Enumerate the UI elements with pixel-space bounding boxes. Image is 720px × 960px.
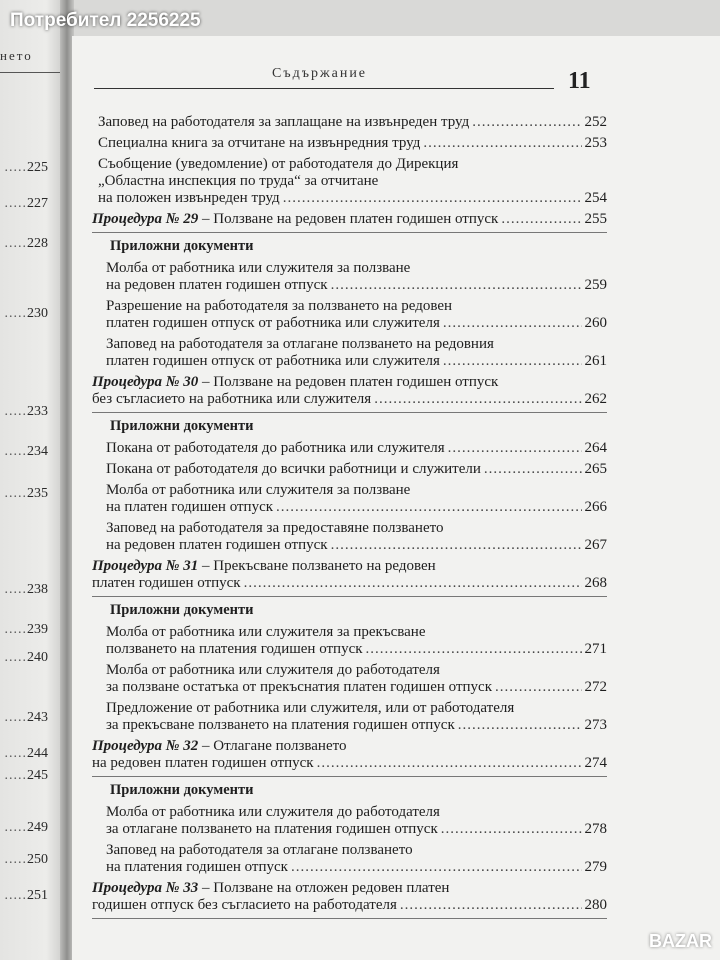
entry-last-line — [106, 537, 607, 554]
dot-leader — [366, 641, 582, 658]
entry-last-line — [106, 821, 607, 838]
entry-page-number: 252 — [584, 114, 607, 130]
entry-last-line — [98, 190, 607, 207]
document-entry — [98, 520, 607, 554]
documents-subheading: Приложни документи — [110, 602, 254, 618]
left-page-number — [5, 768, 49, 784]
entry-text-wrap — [98, 114, 469, 131]
dot-leader — [441, 821, 582, 838]
procedure-label: Процедура № 33 — [92, 880, 199, 896]
left-page-number — [5, 852, 49, 868]
entry-last-line — [106, 461, 607, 478]
document-entry — [98, 260, 607, 294]
left-number-value: 245 — [27, 768, 48, 783]
header-rule — [94, 88, 554, 89]
running-header — [72, 36, 712, 100]
left-number-value: 244 — [27, 746, 48, 761]
dot-leader: ..... — [4, 444, 27, 459]
entry-line — [106, 804, 607, 821]
left-number-value: 227 — [27, 196, 48, 211]
entry-line — [106, 520, 607, 537]
left-page-header: нето — [0, 48, 33, 63]
documents-group — [98, 782, 607, 876]
entry-text: Специална книга за отчитане на извънредния труд — [98, 135, 421, 151]
entry-last-line — [92, 391, 607, 408]
entry-text-wrap — [106, 821, 438, 838]
dot-leader: ..... — [4, 710, 27, 725]
entry-text: платен годишен отпуск — [92, 575, 241, 591]
entry-last-line — [92, 211, 607, 228]
entry-text: Молба от работника или служителя до работодателя — [106, 662, 440, 678]
dot-leader: ..... — [4, 582, 27, 597]
entry-page-number: 273 — [584, 717, 607, 733]
entry-page-number: 271 — [584, 641, 607, 657]
entry-text-wrap — [106, 641, 363, 658]
left-page-number — [5, 486, 49, 502]
entry-line — [106, 624, 607, 641]
entry-line — [92, 738, 607, 755]
entry-text: – Ползване на редовен платен годишен отпуск — [201, 211, 499, 227]
procedure-entry — [92, 374, 607, 413]
entry-text: Молба от работника или служителя за прекъсване — [106, 624, 426, 640]
entry-text-wrap — [106, 859, 288, 876]
entry-text: на положен извънреден труд — [98, 190, 280, 206]
entry-page-number: 280 — [584, 897, 607, 913]
entry-text: за прекъсване ползването на платения годишен отпуск — [106, 717, 455, 733]
entry-text-wrap — [106, 717, 455, 734]
dot-leader: ..... — [4, 306, 27, 321]
procedure-entry — [92, 211, 607, 233]
entry-text: – Отлагане ползването — [201, 738, 347, 754]
entry-text: за отлагане ползването на платения годишен отпуск — [106, 821, 438, 837]
entry-line — [106, 842, 607, 859]
dot-leader — [374, 391, 581, 408]
dot-leader: ..... — [4, 236, 27, 251]
entry-page-number: 274 — [584, 755, 607, 771]
document-entry — [98, 298, 607, 332]
left-number-value: 239 — [27, 622, 48, 637]
entry-page-number: 261 — [584, 353, 607, 369]
entry-last-line — [106, 679, 607, 696]
entry-page-number: 265 — [584, 461, 607, 477]
dot-leader: ..... — [4, 404, 27, 419]
entry-last-line — [106, 440, 607, 457]
dot-leader: ..... — [4, 196, 27, 211]
entry-text-wrap — [98, 190, 280, 207]
entry-text: Предложение от работника или служителя, или от работодателя — [106, 700, 515, 716]
dot-leader — [472, 114, 581, 131]
left-number-value: 235 — [27, 486, 48, 501]
uploader-username: Потребител 2256225 — [10, 10, 201, 31]
entry-page-number: 260 — [584, 315, 607, 331]
entry-text-wrap — [92, 211, 498, 228]
entry-text: Молба от работника или служителя до работодателя — [106, 804, 440, 820]
entry-text-wrap — [92, 391, 371, 408]
dot-leader — [317, 755, 582, 772]
dot-leader: ..... — [4, 650, 27, 665]
entry-text: „Областна инспекция по труда“ за отчитане — [98, 173, 379, 189]
documents-subheading: Приложни документи — [110, 418, 254, 434]
entry-text: – Ползване на редовен платен годишен отпуск — [201, 374, 499, 390]
dot-leader — [276, 499, 581, 516]
dot-leader: ..... — [4, 820, 27, 835]
entry-text: ползването на платения годишен отпуск — [106, 641, 363, 657]
entry-last-line — [106, 315, 607, 332]
entry-text: Съобщение (уведомление) от работодателя до Дирекция — [98, 156, 459, 172]
dot-leader — [400, 897, 582, 914]
procedure-label: Процедура № 32 — [92, 738, 199, 754]
entry-last-line — [106, 641, 607, 658]
dot-leader: ..... — [4, 622, 27, 637]
bazar-watermark: BAZAR — [649, 931, 712, 951]
entry-last-line — [106, 277, 607, 294]
entry-text-wrap — [98, 135, 420, 152]
left-number-value: 230 — [27, 306, 48, 321]
entry-text: платен годишен отпуск от работника или служителя — [106, 315, 440, 331]
documents-group — [98, 418, 607, 554]
entry-line — [106, 482, 607, 499]
document-entry — [98, 461, 607, 478]
dot-leader — [458, 717, 582, 734]
entry-text: Заповед на работодателя за отлагане ползването на редовния — [106, 336, 494, 352]
entry-last-line — [92, 897, 607, 914]
entry-text-wrap — [106, 277, 328, 294]
dot-leader — [495, 679, 582, 696]
entry-line — [92, 374, 607, 391]
left-page-number — [5, 650, 49, 666]
dot-leader: ..... — [4, 852, 27, 867]
entry-text-wrap — [92, 897, 397, 914]
entry-text: Молба от работника или служителя за ползване — [106, 260, 411, 276]
procedure-label: Процедура № 30 — [92, 374, 199, 390]
entry-text: на редовен платен годишен отпуск — [106, 277, 328, 293]
entry-text-wrap — [106, 461, 481, 478]
documents-subheading: Приложни документи — [110, 782, 254, 798]
left-page-edge — [0, 0, 66, 960]
left-page-number — [5, 404, 49, 420]
entry-text: годишен отпуск без съгласието на работодателя — [92, 897, 397, 913]
entry-line — [106, 662, 607, 679]
entry-page-number: 266 — [584, 499, 607, 515]
document-entry — [98, 662, 607, 696]
dot-leader — [423, 135, 581, 152]
entry-line — [106, 700, 607, 717]
entry-line — [98, 173, 607, 190]
dot-leader — [244, 575, 582, 592]
entry-last-line — [106, 859, 607, 876]
procedure-entry — [92, 738, 607, 777]
entry-line — [92, 558, 607, 575]
entry-line — [106, 298, 607, 315]
entry-text-wrap — [106, 537, 328, 554]
dot-leader — [443, 353, 582, 370]
dot-leader — [283, 190, 582, 207]
left-number-value: 228 — [27, 236, 48, 251]
left-number-value: 234 — [27, 444, 48, 459]
document-entry — [98, 482, 607, 516]
left-number-value: 225 — [27, 160, 48, 175]
entry-line — [106, 336, 607, 353]
left-number-value: 240 — [27, 650, 48, 665]
entry-last-line — [106, 499, 607, 516]
left-page-number — [5, 306, 49, 322]
entry-page-number: 259 — [584, 277, 607, 293]
document-entry — [92, 135, 607, 152]
left-page-number — [5, 820, 49, 836]
entry-last-line — [98, 114, 607, 131]
document-entry — [98, 624, 607, 658]
entry-page-number: 264 — [584, 440, 607, 456]
entry-text: – Ползване на отложен редовен платен — [201, 880, 450, 896]
documents-group — [98, 238, 607, 370]
left-number-value: 243 — [27, 710, 48, 725]
header-title: Съдържание — [272, 66, 368, 81]
left-page-number — [5, 236, 49, 252]
dot-leader: ..... — [4, 768, 27, 783]
entry-last-line — [92, 755, 607, 772]
entry-text-wrap — [106, 499, 273, 516]
entry-line — [92, 880, 607, 897]
left-page-number — [5, 746, 49, 762]
entry-last-line — [106, 717, 607, 734]
entry-last-line — [98, 135, 607, 152]
document-entry — [98, 336, 607, 370]
entry-text: на платен годишен отпуск — [106, 499, 274, 515]
entry-last-line — [106, 353, 607, 370]
document-entry — [98, 440, 607, 457]
entry-page-number: 262 — [584, 391, 607, 407]
left-page-number — [5, 710, 49, 726]
procedure-entry — [92, 558, 607, 597]
entry-text: Заповед на работодателя за предоставяне ползването — [106, 520, 444, 536]
right-page — [72, 36, 720, 960]
entry-page-number: 253 — [584, 135, 607, 151]
entry-text: без съгласието на работника или служителя — [92, 391, 372, 407]
entry-text-wrap — [106, 315, 440, 332]
entry-text-wrap — [106, 440, 445, 457]
entry-text-wrap — [106, 353, 440, 370]
entry-text: за ползване остатъка от прекъснатия платен годишен отпуск — [106, 679, 492, 695]
entry-text-wrap — [92, 575, 241, 592]
dot-leader — [291, 859, 582, 876]
dot-leader: ..... — [4, 486, 27, 501]
entry-page-number: 255 — [584, 211, 607, 227]
dot-leader: ..... — [4, 160, 27, 175]
page-number: 11 — [568, 68, 591, 94]
procedure-label: Процедура № 29 — [92, 211, 199, 227]
dot-leader: ..... — [4, 746, 27, 761]
document-entry — [98, 804, 607, 838]
table-of-contents — [92, 114, 607, 924]
dot-leader — [331, 277, 582, 294]
left-page-number — [5, 196, 49, 212]
left-page-number — [5, 622, 49, 638]
entry-page-number: 254 — [584, 190, 607, 206]
procedure-label: Процедура № 31 — [92, 558, 199, 574]
dot-leader — [484, 461, 582, 478]
left-number-value: 238 — [27, 582, 48, 597]
left-page-number — [5, 160, 49, 176]
left-page-number — [5, 582, 49, 598]
document-entry — [92, 114, 607, 131]
entry-last-line — [92, 575, 607, 592]
entry-text: Заповед на работодателя за отлагане ползването — [106, 842, 413, 858]
entry-text: Покана от работодателя до работника или служителя — [106, 440, 445, 456]
dot-leader: ..... — [4, 888, 27, 903]
left-number-value: 250 — [27, 852, 48, 867]
entry-page-number: 278 — [584, 821, 607, 837]
left-number-value: 249 — [27, 820, 48, 835]
entry-page-number: 267 — [584, 537, 607, 553]
entry-page-number: 272 — [584, 679, 607, 695]
dot-leader — [501, 211, 581, 228]
document-entry — [98, 842, 607, 876]
entry-page-number: 268 — [584, 575, 607, 591]
documents-subheading: Приложни документи — [110, 238, 254, 254]
document-entry — [92, 156, 607, 207]
entry-text: – Прекъсване ползването на редовен — [201, 558, 436, 574]
entry-text-wrap — [92, 755, 314, 772]
entry-text: на редовен платен годишен отпуск — [92, 755, 314, 771]
entry-text-wrap — [106, 679, 492, 696]
entry-text: Заповед на работодателя за заплащане на извънреден труд — [98, 114, 470, 130]
left-page-number — [5, 888, 49, 904]
procedure-entry — [92, 880, 607, 919]
dot-leader — [331, 537, 582, 554]
entry-text: Покана от работодателя до всички работници и служители — [106, 461, 481, 477]
entry-text: на редовен платен годишен отпуск — [106, 537, 328, 553]
left-page-number — [5, 444, 49, 460]
left-number-value: 233 — [27, 404, 48, 419]
document-entry — [98, 700, 607, 734]
entry-text: на платения годишен отпуск — [106, 859, 288, 875]
documents-group — [98, 602, 607, 734]
entry-text: Разрешение на работодателя за ползването на редовен — [106, 298, 453, 314]
dot-leader — [443, 315, 582, 332]
left-number-value: 251 — [27, 888, 48, 903]
left-header-rule — [0, 72, 60, 73]
entry-line — [98, 156, 607, 173]
dot-leader — [448, 440, 582, 457]
entry-line — [106, 260, 607, 277]
entry-text: платен годишен отпуск от работника или служителя — [106, 353, 440, 369]
entry-page-number: 279 — [584, 859, 607, 875]
entry-text: Молба от работника или служителя за ползване — [106, 482, 411, 498]
